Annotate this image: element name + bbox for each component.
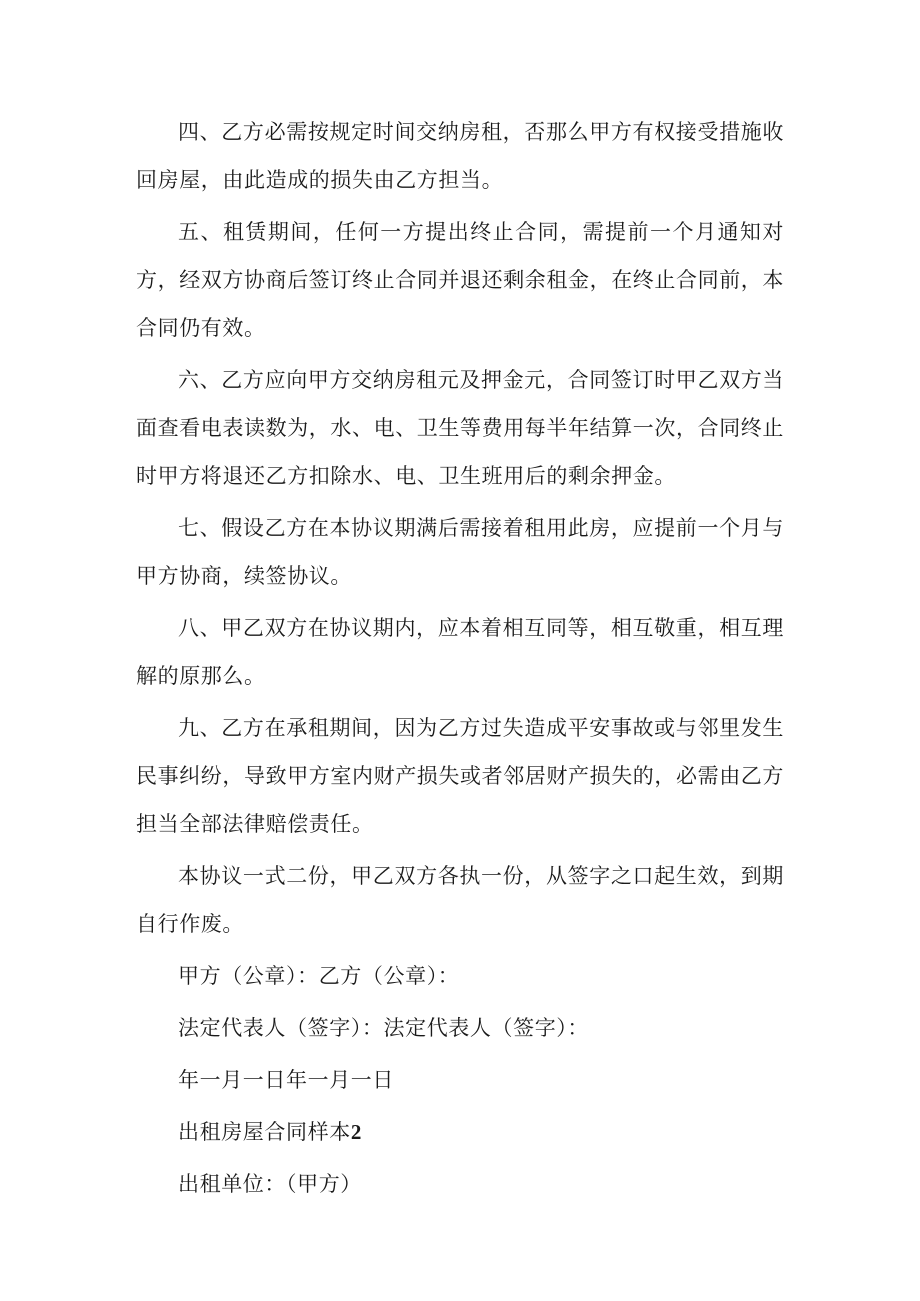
sample-heading-text: 出租房屋合同样本 — [178, 1120, 351, 1144]
lessor-line: 出租单位：（甲方） — [178, 1172, 362, 1196]
sample-heading-number: 2 — [350, 1120, 362, 1144]
document-body — [136, 108, 784, 1208]
clause-9: 九、乙方在承租期间，因为乙方过失造成平安事故或与邻里发生民事纠纷，导致甲方室内财产损失或者邻居财产损失的，必需由乙方担当全部法律赔偿责任。 — [136, 716, 784, 836]
clause-5: 五、租赁期间，任何一方提出终止合同，需提前一个月通知对方，经双方协商后签订终止合同并退还剩余租金，在终止合同前，本合同仍有效。 — [136, 220, 784, 340]
party-seal-line: 甲方（公章）：乙方（公章）： — [178, 964, 460, 988]
clause-7: 七、假设乙方在本协议期满后需接着租用此房，应提前一个月与甲方协商，续签协议。 — [136, 516, 784, 588]
clause-8: 八、甲乙双方在协议期内，应本着相互同等，相互敬重，相互理解的原那么。 — [136, 616, 784, 688]
representative-signature-line: 法定代表人（签字）：法定代表人（签字）： — [178, 1016, 589, 1040]
sample-heading — [136, 1108, 784, 1156]
date-line: 年一月一日年一月一日 — [178, 1068, 394, 1092]
clause-6: 六、乙方应向甲方交纳房租元及押金元，合同签订时甲乙双方当面查看电表读数为，水、电、卫生等费用每半年结算一次，合同终止时甲方将退还乙方扣除水、电、卫生班用后的剩余押金。 — [136, 368, 784, 488]
closing-clause: 本协议一式二份，甲乙双方各执一份，从签字之口起生效，到期自行作废。 — [136, 864, 784, 936]
clause-4: 四、乙方必需按规定时间交纳房租，否那么甲方有权接受措施收回房屋，由此造成的损失由乙方担当。 — [136, 120, 784, 192]
